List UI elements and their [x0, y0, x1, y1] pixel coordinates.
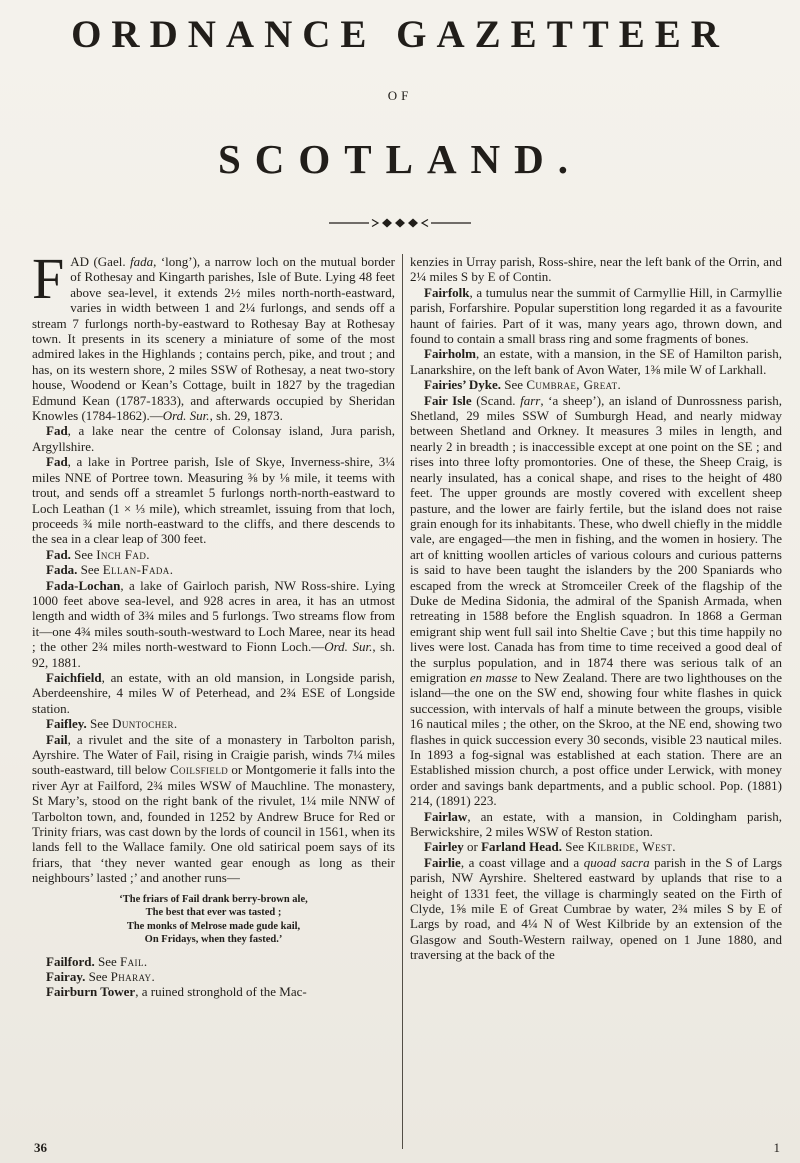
left-column — [32, 254, 395, 1149]
entry-fairay-cross-reference: Fairay. See Pharay. — [46, 969, 155, 985]
entry-fairlaw: Fairlaw, an estate, with a mansion, in Coldingham parish, Berwickshire, 2 miles WSW of Reston station. — [410, 808, 782, 840]
page-number-left: 36 — [34, 1140, 47, 1155]
page-number-right: 1 — [773, 1140, 780, 1155]
book-title-line2: SCOTLAND. — [217, 136, 583, 182]
book-title-line1: ORDNANCE GAZETTEER — [71, 13, 729, 56]
entry-failford-cross-reference: Failford. See Fail. — [46, 953, 148, 969]
entry-fad-portree: Fad, a lake in Portree parish, Isle of Skye, Inverness-shire, 3¼ miles NNE of Portree town. Measuring ⅜ by ⅛ mile, it teems with trout, and sends off a streamlet 5 furlongs north-north-eastward to Loch Leathan (1 × ⅓ mile), which streamlet, issuing from that loch, proceeds ¾ mile north-eastward to the cliffs, and there descends to the sea in a clear leap of 300 feet. — [32, 454, 395, 547]
page-header — [0, 12, 800, 230]
book-title-of: OF — [387, 88, 413, 103]
entry-fairholm: Fairholm, an estate, with a mansion, in the SE of Hamilton parish, Lanarkshire, on the left bank of Avon Water, 1⅜ mile W of Larkhall. — [410, 346, 782, 377]
entry-fairfolk: Fairfolk, a tumulus near the summit of Carmyllie Hill, in Carmyllie parish, Forfarshire. Popular superstition long regarded it as a favourite haunt of fairies. Part of it was, many years ago, thrown down, and found to contain a small brass ring and some fragments of bones. — [410, 284, 782, 347]
entry-fad-bute — [32, 254, 395, 423]
fail-friars-verse: ‘The friars of Fail drank berry-brown ale, The best that ever was tasted ; The monks of Melrose made gude kail, On Fridays, when they fasted.’ — [119, 893, 308, 946]
entry-fail: Fail, a rivulet and the site of a monastery in Tarbolton parish, Ayrshire. The Water of Fail, rising in Craigie parish, winds 7¼ miles south-eastward, till below Coilsfield or Montgomerie it falls into the river Ayr at Failford, 2¾ miles WSW of Mauchline. The monastery, St Mary’s, stood on the right bank of the rivulet, 1¼ mile NNW of Tarbolton town, and, founded in 1252 by Andrew Bruce for Red or Trinity friars, was cast down by the lords of council in 1561, when its lands fell to the Wallace family. One old satirical poem says of its friars, that ‘they never wanted gear enough as long as their neighbours’ lasted ;’ and another runs— — [32, 731, 395, 886]
entry-fada-cross-reference: Fada. See Ellan-Fada. — [46, 562, 173, 578]
entry-fad-cross-reference: Fad. See Inch Fad. — [46, 546, 150, 562]
divider-ornament-icon — [0, 216, 800, 230]
entry-fairies-dyke-cross-reference: Fairies’ Dyke. See Cumbrae, Great. — [424, 377, 621, 393]
right-column — [410, 254, 782, 1149]
column-divider-rule — [402, 254, 403, 1149]
entry-text: AD (Gael. fada, ‘long’), a narrow loch on the mutual border of Rothesay and Kingarth parishes, Isle of Bute. Lying 48 feet above sea-level, it extends 2½ miles north-north-eastward, varies in width between 1 and 2¼ furlongs, and sends off a stream 7 furlongs north-by-eastward to Rothesay Bay at Rothesay town. It presents in its scenery a miniature of some of the most admired lakes in the Highlands ; contains perch, pike, and trout ; and has, on its western shore, 2 miles SSW of Rothesay, a neat two-story house, Woodend or Kean’s Cottage, built in 1827 by the tragedian Edmund Kean (1787-1833), and afterwards occupied by Sheridan Knowles (1784-1862).—Ord. Sur., sh. 29, 1873. — [32, 254, 395, 424]
entry-faifley-cross-reference: Faifley. See Duntocher. — [46, 716, 178, 732]
entry-fad-colonsay: Fad, a lake near the centre of Colonsay island, Jura parish, Argyllshire. — [32, 423, 395, 454]
entry-fair-isle: Fair Isle (Scand. farr, ‘a sheep’), an island of Dunrossness parish, Shetland, 29 miles SSW of Sumburgh Head, and nearly midway between Shetland and Orkney. It measures 3 miles in length, and nearly 2 in breadth ; is inaccessible except at one point on the SE ; and rises into three lofty promontories. One of these, the Sheep Craig, is nearly insulated, has a conical shape, and rises to the height of 480 feet. The upper grounds are mostly covered with excellent sheep pasture, and the lower are fairly fertile, but the island does not raise grain enough for its inhabitants. These, who dwell chiefly in the middle vale, are engaged—the men in fishing, and the women in hosiery. The art of knitting woollen articles of various colours and curious patterns is said to have been taught the islanders by the 200 Spaniards who escaped from the wreck at Stromceiler Creek of the flagship of the Duke de Medina Sidonia, the admiral of the Spanish Armada, when retreating in 1588 before the English squadron. In 1868 a German emigrant ship went full sail into Sheltie Cave ; but this time happily no lives were lost. Canada has from time to time received a good deal of the surplus population, and in 1874 there was serious talk of an emigration en masse to New Zealand. There are two lighthouses on the island—the one on the SW end, showing four white flashes in quick succession, with intervals of half a minute between the groups, visible 16 nautical miles ; the other, on the Skroo, at the NE end, showing two flashes in quick succession every 30 seconds, visible 23 nautical miles. In 1893 a fog-signal was established at each station. There are an Established mission church, a post office under Lerwick, with money order and savings bank departments, and a public school. Pop. (1881) 214, (1891) 223. — [410, 392, 782, 809]
drop-cap-letter: F — [32, 254, 65, 311]
entry-fairburn-tower: Fairburn Tower, a ruined stronghold of the Mac- — [46, 984, 307, 1000]
entry-fada-lochan: Fada-Lochan, a lake of Gairloch parish, NW Ross-shire. Lying 1000 feet above sea-level, and 928 acres in area, it has an utmost length and width of 3¾ miles and 5 furlongs. Two streams flow from it—one 4¾ miles south-south-westward to Loch Maree, near its head ; the other 2¾ miles north-westward to Fionn Loch.—Ord. Sur., sh. 92, 1881. — [32, 577, 395, 670]
entry-fairley-cross-reference: Fairley or Farland Head. See Kilbride, West. — [424, 839, 676, 855]
entry-faichfield: Faichfield, an estate, with an old mansion, in Longside parish, Aberdeenshire, 4 miles W of Peterhead, and 2¾ ESE of Longside station. — [32, 669, 395, 716]
entry-fairlie: Fairlie, a coast village and a quoad sacra parish in the S of Largs parish, NW Ayrshire. Sheltered eastward by uplands that rise to a height of 1331 feet, the village is charmingly seated on the Firth of Clyde, 1⅝ mile E of Great Cumbrae by water, 2¾ miles S by E of Largs by road, and 4¼ N of West Kilbride by an extension of the Glasgow and South-Western railway, opened on 1 June 1880, and traversing at the back of the — [410, 854, 782, 963]
text-columns — [0, 254, 800, 1149]
entry-fairburn-tower-continuation: kenzies in Urray parish, Ross-shire, near the left bank of the Orrin, and 2¼ miles S by E of Contin. — [410, 254, 782, 285]
